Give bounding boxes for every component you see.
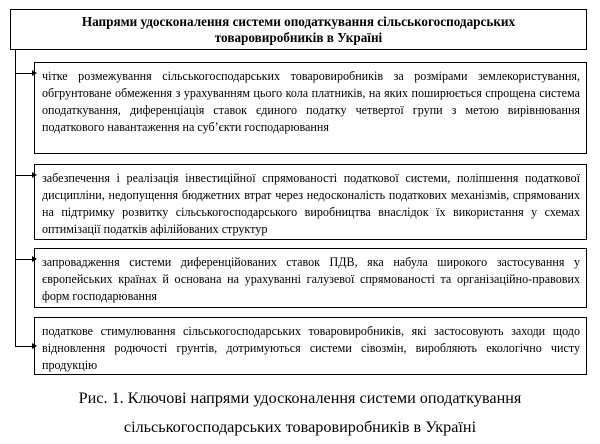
direction-box-2 xyxy=(34,164,587,240)
direction-text-1: чітке розмежування сільськогосподарських товаровиробників за розмірами землекористування, обгрунтоване обмеження з урахуванням цього кола платників, на яких поширюється спрощена система оподаткування, диференціація ставок єдиного податку четвертої групи з метою вирівнювання податкового навантаження на суб’єкти господарювання xyxy=(42,69,580,134)
direction-box-4 xyxy=(34,317,587,375)
direction-box-1 xyxy=(34,62,587,154)
diagram-title: Напрями удосконалення системи оподаткування сільськогосподарських товаровиробників в Україні xyxy=(81,13,516,45)
direction-text-4: податкове стимулювання сільськогосподарських товаровиробників, які застосовують заходи щодо відновлення родючості грунтів, дотримуються системи сівозмін, виробляють екологічно чисту продукцію xyxy=(42,324,580,372)
direction-text-3: запровадження системи диференційованих ставок ПДВ, яка набула широкого застосування у європейських країнах й основана на урахуванні галузевої спрямованості та організаційно-правових форм господарювання xyxy=(42,255,580,303)
diagram-title-box xyxy=(10,9,587,50)
figure-caption-line-2: сільськогосподарських товаровиробників в Україні xyxy=(123,418,477,436)
connector-arrow-3 xyxy=(15,259,33,260)
connector-spine xyxy=(15,50,16,347)
connector-arrow-2 xyxy=(15,175,33,176)
connector-arrow-1 xyxy=(15,73,33,74)
direction-box-3 xyxy=(34,248,587,308)
connector-arrow-4 xyxy=(15,346,33,347)
figure-caption-line-1: Рис. 1. Ключові напрями удосконалення системи оподаткування xyxy=(78,389,522,407)
direction-text-2: забезпечення і реалізація інвестиційної спрямованості податкової системи, поліпшення податкової дисципліни, недопущення бюджетних втрат через недосконалість податкових механізмів, спрямованих на підтримку розвитку сільськогосподарського виробництва внаслідок їх використання у схемах оптимізації податків афілійованих структур xyxy=(42,171,580,236)
